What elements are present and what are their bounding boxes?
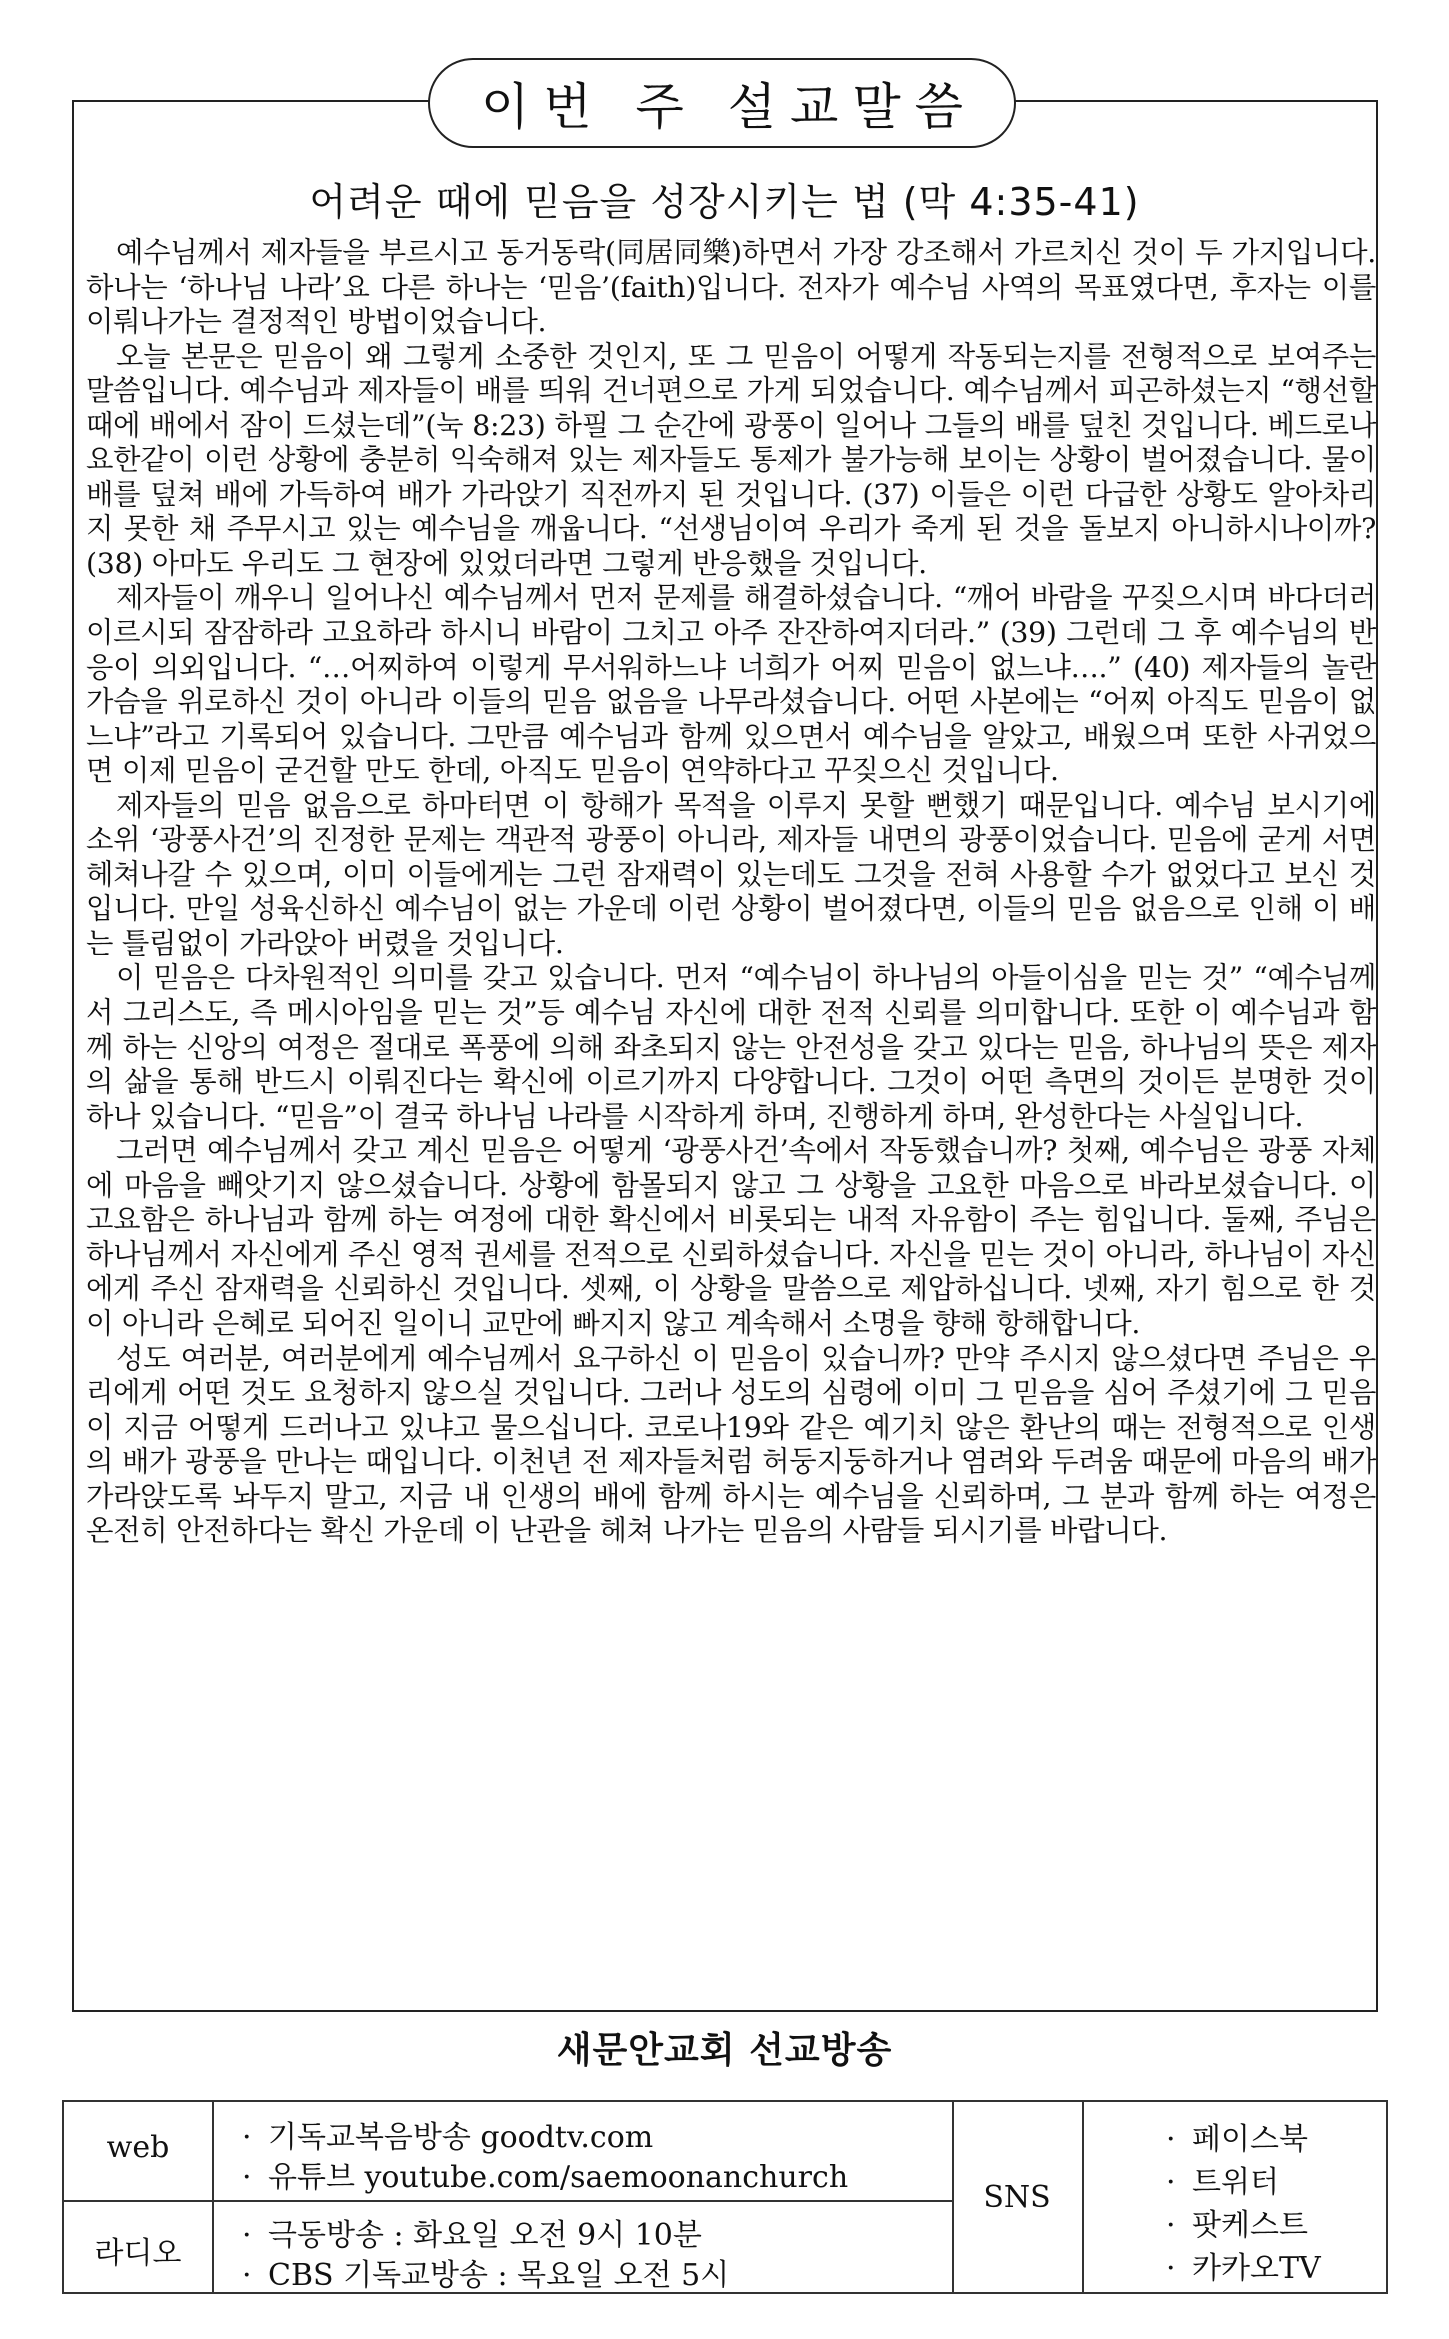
sermon-paragraph: 오늘 본문은 믿음이 왜 그렇게 소중한 것인지, 또 그 믿음이 어떻게 작동되는지를 전형적으로 보여주는 말씀입니다. 예수님과 제자들이 배를 띄워 건너편으로 가게 되었습니다. 예수님께서 피곤하셨는지 “행선할 때에 배에서 잠이 드셨는데”(눅 8:23) 하필 그 순간에 광풍이 일어나 그들의 배를 덮친 것입니다. 베드로나 요한같이 이런 상황에 충분히 익숙해져 있는 제자들도 통제가 불가능해 보이는 상황이 벌어졌습니다. 물이 배를 덮쳐 배에 가득하여 배가 가라앉기 직전까지 된 것입니다. (37) 이들은 이런 다급한 상황도 알아차리지 못한 채 주무시고 있는 예수님을 깨웁니다. “선생님이여 우리가 죽게 된 것을 돌보지 아니하시나이까? (38) 아마도 우리도 그 현장에 있었더라면 그렇게 반응했을 것입니다. xyxy=(86,339,1376,580)
page-title-tab xyxy=(428,58,1016,148)
bullet-dot: · xyxy=(242,2258,252,2293)
web-item-goodtv[interactable] xyxy=(242,2112,653,2156)
bullet-dot: · xyxy=(242,2120,252,2155)
bullet-dot: · xyxy=(1166,2165,1176,2200)
bullet-dot: · xyxy=(1166,2208,1176,2243)
sermon-paragraph: 이 믿음은 다차원적인 의미를 갖고 있습니다. 먼저 “예수님이 하나님의 아들이심을 믿는 것” “예수님께서 그리스도, 즉 메시아임을 믿는 것”등 예수님 자신에 대한 전적 신뢰를 의미합니다. 또한 이 예수님과 함께 하는 신앙의 여정은 절대로 폭풍에 의해 좌초되지 않는 안전성을 갖고 있다는 믿음, 하나님의 뜻은 제자의 삶을 통해 반드시 이뤄진다는 확신에 이르기까지 다양합니다. 그것이 어떤 측면의 것이든 분명한 것이 하나 있습니다. “믿음”이 결국 하나님 나라를 시작하게 하며, 진행하게 하며, 완성한다는 사실입니다. xyxy=(86,961,1376,1133)
sermon-paragraph: 제자들이 깨우니 일어나신 예수님께서 먼저 문제를 해결하셨습니다. “깨어 바람을 꾸짖으시며 바다더러 이르시되 잠잠하라 고요하라 하시니 바람이 그치고 아주 잔잔하여지더라.” (39) 그런데 그 후 예수님의 반응이 의외입니다. “…어찌하여 이렇게 무서워하느냐 너희가 어찌 믿음이 없느냐….” (40) 제자들의 놀란 가슴을 위로하신 것이 아니라 이들의 믿음 없음을 나무라셨습니다. 어떤 사본에는 “어찌 아직도 믿음이 없느냐”라고 기록되어 있습니다. 그만큼 예수님과 함께 있으면서 예수님을 알았고, 배웠으며 또한 사귀었으면 이제 믿음이 굳건할 만도 한데, 아직도 믿음이 연약하다고 꾸짖으신 것입니다. xyxy=(86,581,1376,788)
table-divider xyxy=(1082,2102,1084,2292)
bullet-dot: · xyxy=(1166,2251,1176,2286)
web-item-text: 기독교복음방송 goodtv.com xyxy=(268,2120,654,2155)
broadcast-table xyxy=(62,2100,1388,2294)
broadcast-title: 새문안교회 선교방송 xyxy=(556,2030,893,2071)
table-divider xyxy=(64,2200,952,2202)
sermon-body xyxy=(86,236,1376,1549)
sns-label: SNS xyxy=(983,2180,1051,2215)
sermon-paragraph: 그러면 예수님께서 갖고 계신 믿음은 어떻게 ‘광풍사건’속에서 작동했습니까? 첫째, 예수님은 광풍 자체에 마음을 빼앗기지 않으셨습니다. 상황에 함몰되지 않고 그 상황을 고요한 마음으로 바라보셨습니다. 이 고요함은 하나님과 함께 하는 여정에 대한 확신에서 비롯되는 내적 자유함이 주는 힘입니다. 둘째, 주님은 하나님께서 자신에게 주신 영적 권세를 전적으로 신뢰하셨습니다. 자신을 믿는 것이 아니라, 하나님이 자신에게 주신 잠재력을 신뢰하신 것입니다. 셋째, 이 상황을 말씀으로 제압하십니다. 넷째, 자기 힘으로 한 것이 아니라 은혜로 되어진 일이니 교만에 빠지지 않고 계속해서 소명을 향해 항해합니다. xyxy=(86,1134,1376,1340)
table-divider xyxy=(212,2102,214,2292)
radio-label: 라디오 xyxy=(94,2236,182,2271)
sns-item-podcast[interactable] xyxy=(1166,2200,1308,2244)
sermon-paragraph: 성도 여러분, 여러분에게 예수님께서 요구하신 이 믿음이 있습니까? 만약 주시지 않으셨다면 주님은 우리에게 어떤 것도 요청하지 않으실 것입니다. 그러나 성도의 심령에 이미 그 믿음을 심어 주셨기에 그 믿음이 지금 어떻게 드러나고 있냐고 물으십니다. 코로나19와 같은 예기치 않은 환난의 때는 전형적으로 인생의 배가 광풍을 만나는 때입니다. 이천년 전 제자들처럼 허둥지둥하거나 염려와 두려움 때문에 마음의 배가 가라앉도록 놔두지 말고, 지금 내 인생의 배에 함께 하시는 예수님을 신뢰하며, 그 분과 함께 하는 여정은 온전히 안전하다는 확신 가운데 이 난관을 헤쳐 나가는 믿음의 사람들 되시기를 바랍니다. xyxy=(86,1341,1376,1548)
page-title: 이번 주 설교말씀 xyxy=(481,78,977,136)
sermon-paragraph: 예수님께서 제자들을 부르시고 동거동락(同居同樂)하면서 가장 강조해서 가르치신 것이 두 가지입니다. 하나는 ‘하나님 나라’요 다른 하나는 ‘믿음’(faith)입니다. 전자가 예수님 사역의 목표였다면, 후자는 이를 이뤄나가는 결정적인 방법이었습니다. xyxy=(86,236,1376,339)
sns-item-text: 페이스북 xyxy=(1192,2122,1308,2157)
sns-item-text: 팟케스트 xyxy=(1192,2208,1308,2243)
bullet-dot: · xyxy=(1166,2122,1176,2157)
sns-item-text: 트위터 xyxy=(1192,2165,1279,2200)
web-item-youtube[interactable] xyxy=(242,2152,848,2196)
radio-item-febc xyxy=(242,2210,702,2254)
radio-item-cbs xyxy=(242,2250,729,2294)
sns-item-facebook[interactable] xyxy=(1166,2114,1308,2158)
sermon-paragraph: 제자들의 믿음 없음으로 하마터면 이 항해가 목적을 이루지 못할 뻔했기 때문입니다. 예수님 보시기에 소위 ‘광풍사건’의 진정한 문제는 객관적 광풍이 아니라, 제자들 내면의 광풍이었습니다. 믿음에 굳게 서면 헤쳐나갈 수 있으며, 이미 이들에게는 그런 잠재력이 있는데도 그것을 전혀 사용할 수가 없었다고 보신 것입니다. 만일 성육신하신 예수님이 없는 가운데 이런 상황이 벌어졌다면, 이들의 믿음 없음으로 인해 이 배는 틀림없이 가라앉아 버렸을 것입니다. xyxy=(86,788,1376,960)
web-item-text: 유튜브 youtube.com/saemoonanchurch xyxy=(268,2160,849,2195)
radio-item-text: 극동방송 : 화요일 오전 9시 10분 xyxy=(268,2218,702,2253)
sermon-heading: 어려운 때에 믿음을 성장시키는 법 (막 4:35-41) xyxy=(309,180,1140,224)
sns-item-twitter[interactable] xyxy=(1166,2157,1279,2201)
radio-item-text: CBS 기독교방송 : 목요일 오전 5시 xyxy=(268,2258,730,2293)
bullet-dot: · xyxy=(242,2218,252,2253)
sns-item-text: 카카오TV xyxy=(1192,2251,1321,2286)
bullet-dot: · xyxy=(242,2160,252,2195)
sns-item-kakaotv[interactable] xyxy=(1166,2243,1321,2287)
web-label: web xyxy=(106,2130,170,2165)
